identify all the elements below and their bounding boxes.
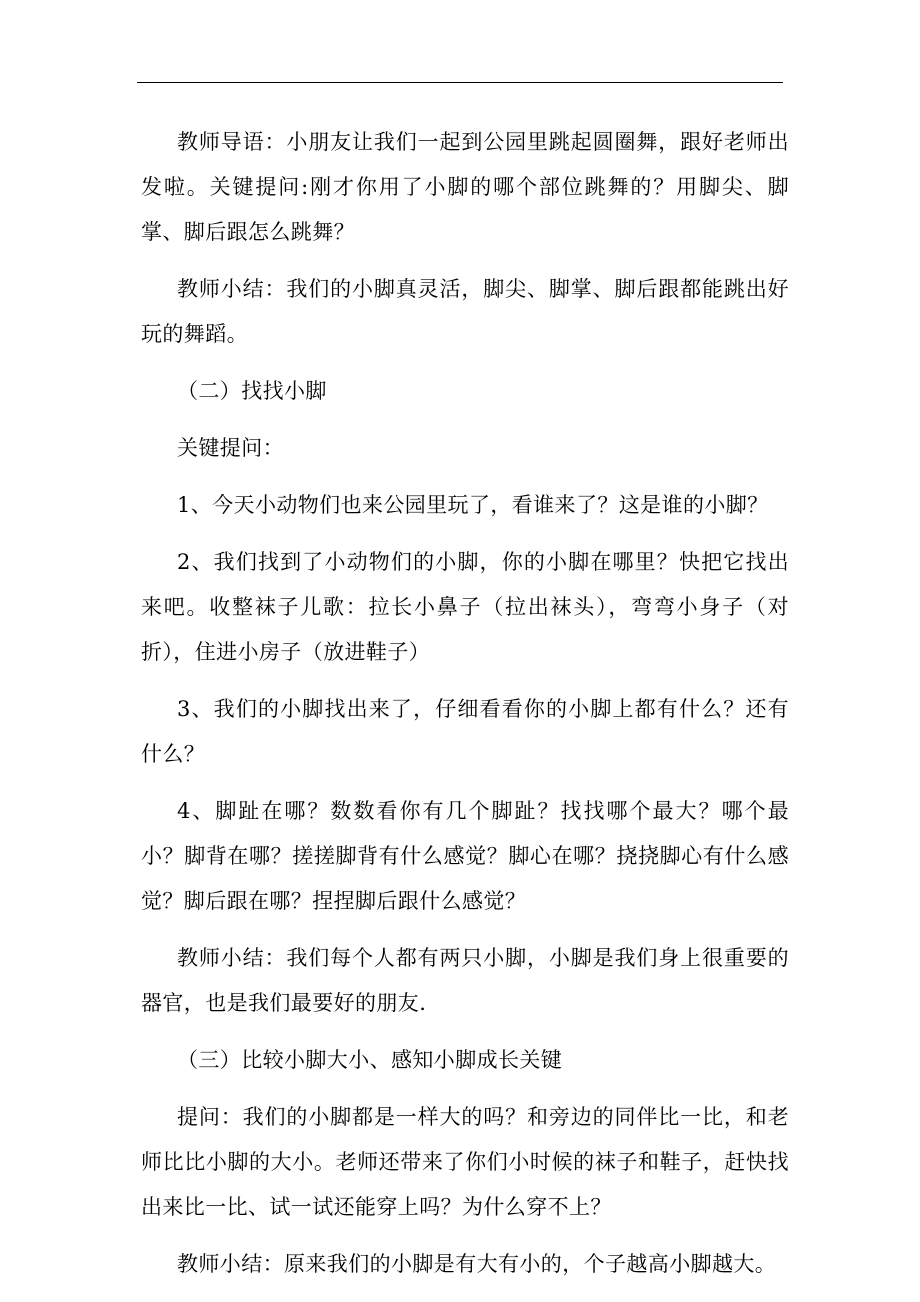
document-body: [141, 120, 789, 1287]
list-item-1: 1、今天小动物们也来公园里玩了，看谁来了？这是谁的小脚？: [177, 493, 769, 517]
section-heading-3: （三）比较小脚大小、感知小脚成长关键: [177, 1048, 563, 1072]
section-heading-2: （二）找找小脚: [177, 379, 327, 403]
list-item-3: 3、我们的小脚找出来了，仔细看看你的小脚上都有什么？还有什么？: [141, 697, 789, 766]
paragraph-teacher-summary-1: 教师小结：我们的小脚真灵活，脚尖、脚掌、脚后跟都能跳出好玩的舞蹈。: [141, 277, 789, 346]
paragraph-question: 提问：我们的小脚都是一样大的吗？和旁边的同伴比一比，和老师比比小脚的大小。老师还带来了你们小时候的袜子和鞋子，赶快找出来比一比、试一试还能穿上吗？为什么穿不上？: [141, 1105, 789, 1219]
header-divider: [137, 82, 783, 83]
list-item-2: 2、我们找到了小动物们的小脚，你的小脚在哪里？快把它找出来吧。收整袜子儿歌：拉长小鼻子（拉出袜头），弯弯小身子（对折），住进小房子（放进鞋子）: [141, 550, 789, 664]
list-item-4: 4、脚趾在哪？数数看你有几个脚趾？找找哪个最大？哪个最小？脚背在哪？搓搓脚背有什么感觉？脚心在哪？挠挠脚心有什么感觉？脚后跟在哪？捏捏脚后跟什么感觉？: [141, 799, 789, 913]
paragraph-teacher-summary-3: 教师小结：原来我们的小脚是有大有小的，个子越高小脚越大。: [177, 1252, 777, 1276]
paragraph-key-questions-label: 关键提问：: [177, 436, 284, 460]
paragraph-teacher-summary-2: 教师小结：我们每个人都有两只小脚，小脚是我们身上很重要的器官，也是我们最要好的朋友.: [141, 946, 789, 1015]
paragraph-teacher-intro: 教师导语：小朋友让我们一起到公园里跳起圆圈舞，跟好老师出发啦。关键提问:刚才你用了小脚的哪个部位跳舞的？用脚尖、脚掌、脚后跟怎么跳舞？: [141, 130, 789, 244]
